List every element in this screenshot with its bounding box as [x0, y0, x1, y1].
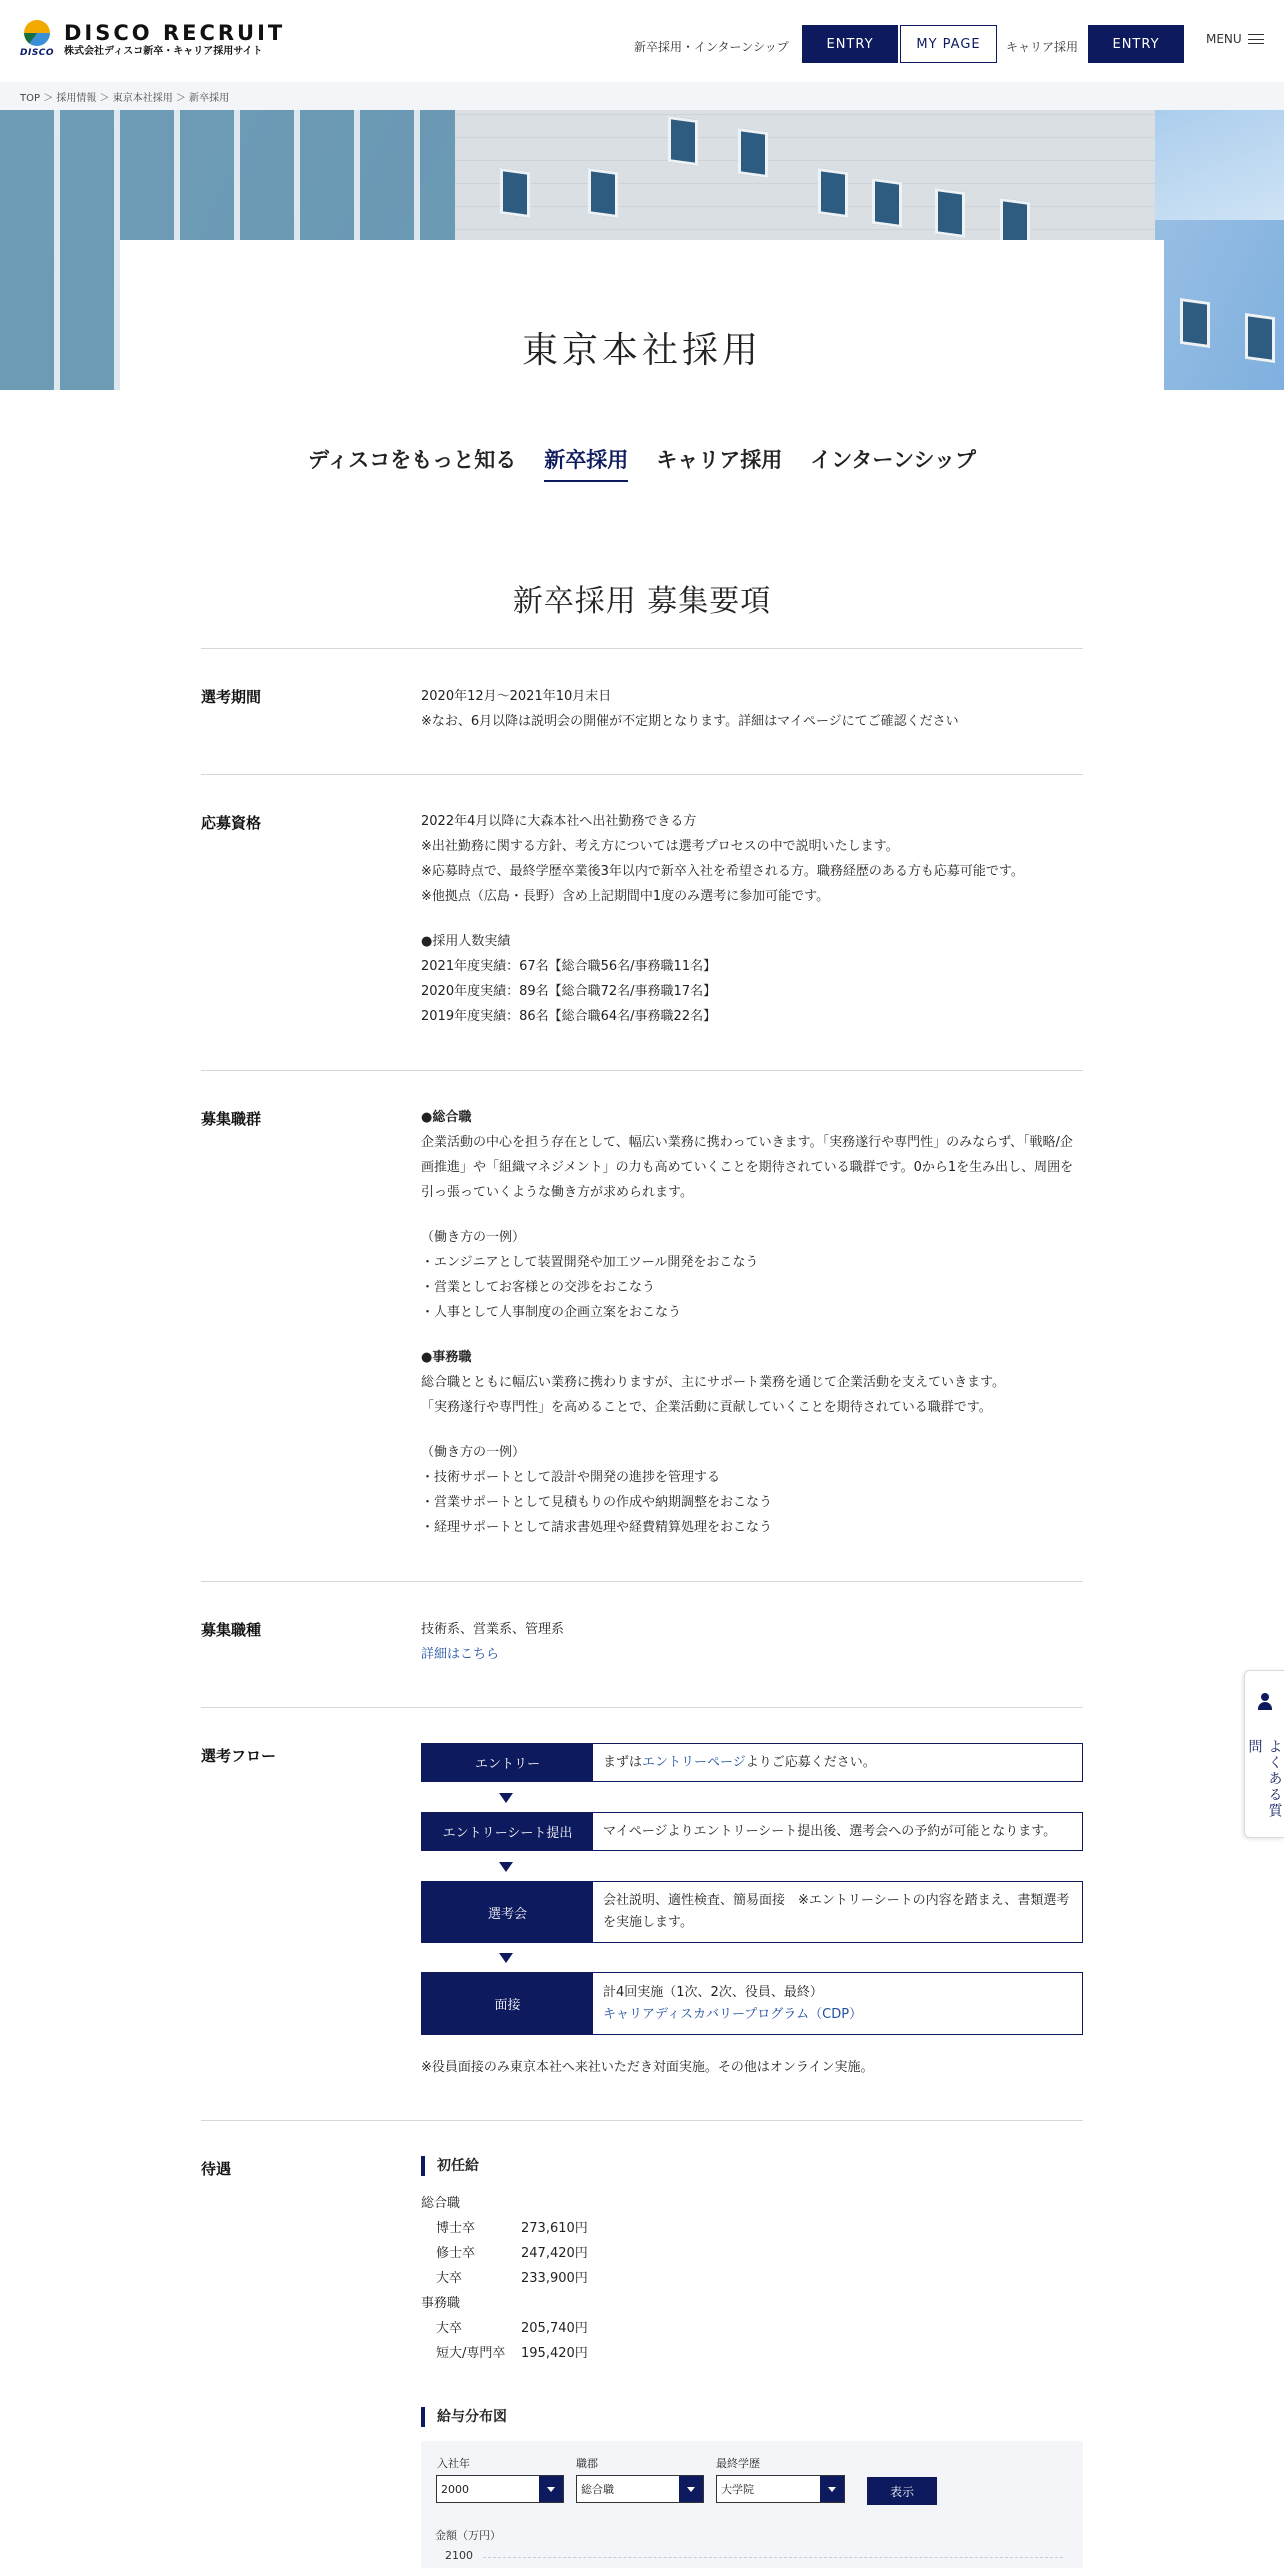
job-group-label: 職郡 — [576, 2457, 598, 2470]
label-treatment: 待遇 — [201, 2160, 232, 2178]
eligibility-line: ※出社勤務に関する方針、考え方については選考プロセスの中で説明いたします。 — [421, 839, 899, 854]
salary-table — [421, 2191, 721, 2366]
flow-step-name: エントリー — [422, 1744, 593, 1781]
divider — [201, 1581, 1083, 1582]
chevron-down-icon — [679, 2476, 703, 2502]
job-types-content — [421, 1617, 1083, 1667]
faq-label: よくある質問 — [1246, 1739, 1283, 1819]
category-tabs — [0, 444, 1284, 482]
flow-arrow-icon — [499, 1793, 513, 1803]
salary-distribution-panel — [421, 2441, 1083, 2568]
year-select[interactable]: 2000 — [436, 2475, 564, 2503]
site-header — [0, 0, 1284, 82]
chevron-down-icon — [820, 2476, 844, 2502]
job-types-detail-link[interactable]: 詳細はこちら — [421, 1647, 500, 1662]
mypage-button[interactable]: MY PAGE — [900, 25, 997, 63]
eligibility-content — [421, 809, 1083, 1029]
tab-career[interactable]: キャリア採用 — [656, 448, 783, 472]
faq-side-tab[interactable] — [1244, 1670, 1284, 1838]
chart-gridline — [483, 2557, 1063, 2558]
hires-line: 2021年度実績：67名【総合職56名/事務職11名】 — [421, 959, 717, 974]
flow-step-desc: 計4回実施（1次、2次、役員、最終） — [603, 1984, 823, 2000]
label-job-types: 募集職種 — [201, 1621, 262, 1639]
period-content — [421, 684, 1083, 734]
job-groups-content — [421, 1105, 1083, 1540]
clerical-example-title: （働き方の一例） — [421, 1445, 526, 1460]
divider — [201, 774, 1083, 775]
eligibility-line: 2022年4月以降に大森本社へ出社勤務できる方 — [421, 814, 697, 829]
label-eligibility: 応募資格 — [201, 814, 262, 832]
page-title: 東京本社採用 — [521, 330, 762, 371]
clerical-example: ・営業サポートとして見積もりの作成や納期調整をおこなう — [421, 1495, 773, 1510]
site-logo[interactable] — [20, 18, 285, 62]
general-title: ●総合職 — [421, 1110, 472, 1125]
breadcrumb: TOP ＞ 採用情報 ＞ 東京本社採用 ＞ 新卒採用 — [0, 82, 1284, 110]
flow-step — [421, 1881, 1083, 1943]
link-career[interactable]: キャリア採用 — [1006, 40, 1079, 54]
flow-step-name: エントリーシート提出 — [422, 1813, 593, 1850]
divider — [201, 1070, 1083, 1071]
salary-row: 博士卒 273,610円 — [436, 2221, 588, 2236]
cdp-link[interactable]: キャリアディスカバリープログラム（CDP） — [603, 2006, 863, 2022]
flow-step-desc: 会社説明、適性検査、簡易面接 ※エントリーシートの内容を踏まえ、書類選考を実施します。 — [603, 1893, 1070, 1930]
tab-newgrad[interactable]: 新卒採用 — [544, 444, 628, 482]
menu-label: MENU — [1206, 32, 1242, 46]
link-newgrad-intern[interactable]: 新卒採用・インターンシップ — [634, 40, 789, 54]
divider — [201, 2120, 1083, 2121]
hires-line: 2020年度実績：89名【総合職72名/事務職17名】 — [421, 984, 717, 999]
general-desc: 企業活動の中心を担う存在として、幅広い業務に携わっていきます。「実務遂行や専門性」のみならず、「戦略/企画推進」や「組織マネジメント」の力も高めていくことを期待されている職群です。0から1を生み出し、周囲を引っ張っていくような働き方が求められます。 — [421, 1135, 1074, 1200]
logo-wordmark: DISCO — [20, 48, 55, 58]
hires-title: ●採用人数実績 — [421, 934, 511, 949]
eligibility-line: ※他拠点（広島・長野）含め上記期間中1度のみ選考に参加可能です。 — [421, 889, 830, 904]
salary-row: 短大/専門卒 195,420円 — [436, 2346, 588, 2361]
clerical-title: ●事務職 — [421, 1350, 472, 1365]
period-line: 2020年12月～2021年10月末日 — [421, 689, 612, 704]
hires-line: 2019年度実績：86名【総合職64名/事務職22名】 — [421, 1009, 717, 1024]
chart-y-tick: 2100 — [445, 2549, 473, 2562]
entry-button-career[interactable]: ENTRY — [1088, 25, 1184, 63]
clerical-example: ・経理サポートとして請求書処理や経費精算処理をおこなう — [421, 1520, 773, 1535]
eligibility-line: ※応募時点で、最終学歴卒業後3年以内で新卒入社を希望される方。職務経歴のある方も応募可能です。 — [421, 864, 1024, 879]
flow-step-name: 選考会 — [422, 1882, 593, 1942]
entry-page-link[interactable]: エントリーページ — [642, 1754, 746, 1770]
flow-step-desc: よりご応募ください。 — [745, 1754, 876, 1770]
chart-unit-label: 金額（万円） — [435, 2529, 501, 2542]
person-icon — [1257, 1693, 1273, 1711]
chevron-down-icon — [539, 2476, 563, 2502]
salary-row: 大卒 205,740円 — [436, 2321, 588, 2336]
salary-subhead: 初任給 — [421, 2156, 479, 2176]
flow-arrow-icon — [499, 1862, 513, 1872]
menu-button[interactable] — [1206, 32, 1264, 46]
education-label: 最終学歴 — [716, 2457, 760, 2470]
label-flow: 選考フロー — [201, 1747, 277, 1765]
general-example: ・人事として人事制度の企画立案をおこなう — [421, 1305, 682, 1320]
show-button[interactable]: 表示 — [867, 2477, 937, 2505]
flow-step — [421, 1743, 1083, 1782]
tab-about-disco[interactable]: ディスコをもっと知る — [307, 448, 517, 472]
flow-step-desc: マイページよりエントリーシート提出後、選考会への予約が可能となります。 — [603, 1823, 1057, 1839]
year-label: 入社年 — [437, 2457, 470, 2470]
general-example: ・エンジニアとして装置開発や加工ツール開発をおこなう — [421, 1255, 759, 1270]
section-title: 新卒採用 募集要項 — [512, 584, 772, 619]
brand-name: DISCO RECRUIT — [64, 21, 286, 45]
period-note: ※なお、6月以降は説明会の開催が不定期となります。詳細はマイページにてご確認ください — [421, 714, 959, 729]
clerical-example: ・技術サポートとして設計や開発の進捗を管理する — [421, 1470, 721, 1485]
salary-row: 大卒 233,900円 — [436, 2271, 588, 2286]
salary-row: 修士卒 247,420円 — [436, 2246, 588, 2261]
flow-arrow-icon — [499, 1953, 513, 1963]
hamburger-icon — [1248, 34, 1264, 44]
entry-button-newgrad[interactable]: ENTRY — [802, 25, 898, 63]
distribution-subhead: 給与分布図 — [421, 2407, 507, 2427]
globe-icon — [24, 20, 50, 46]
divider — [201, 1707, 1083, 1708]
divider — [201, 648, 1083, 649]
brand-subtitle: 株式会社ディスコ新卒・キャリア採用サイト — [64, 46, 263, 57]
general-example: ・営業としてお客様との交渉をおこなう — [421, 1280, 656, 1295]
flow-step — [421, 1972, 1083, 2035]
job-group-select[interactable]: 総合職 — [576, 2475, 704, 2503]
tab-internship[interactable]: インターンシップ — [810, 448, 977, 472]
salary-group-name: 事務職 — [421, 2296, 461, 2311]
salary-group-name: 総合職 — [421, 2196, 461, 2211]
label-job-groups: 募集職群 — [201, 1110, 262, 1128]
clerical-desc: 「実務遂行や専門性」を高めることで、企業活動に貢献していくことを期待されている職群です。 — [421, 1400, 992, 1415]
education-select[interactable]: 大学院 — [716, 2475, 845, 2503]
clerical-desc: 総合職とともに幅広い業務に携わりますが、主にサポート業務を通じて企業活動を支えていきます。 — [421, 1375, 1005, 1390]
flow-step-desc: まずは — [603, 1754, 643, 1770]
general-example-title: （働き方の一例） — [421, 1230, 526, 1245]
label-period: 選考期間 — [201, 688, 262, 706]
flow-step-name: 面接 — [422, 1973, 593, 2034]
flow-step — [421, 1812, 1083, 1851]
job-types-text: 技術系、営業系、管理系 — [421, 1622, 565, 1637]
flow-note: ※役員面接のみ東京本社へ来社いただき対面実施。その他はオンライン実施。 — [421, 2060, 874, 2075]
disco-logo-mark — [20, 18, 56, 62]
